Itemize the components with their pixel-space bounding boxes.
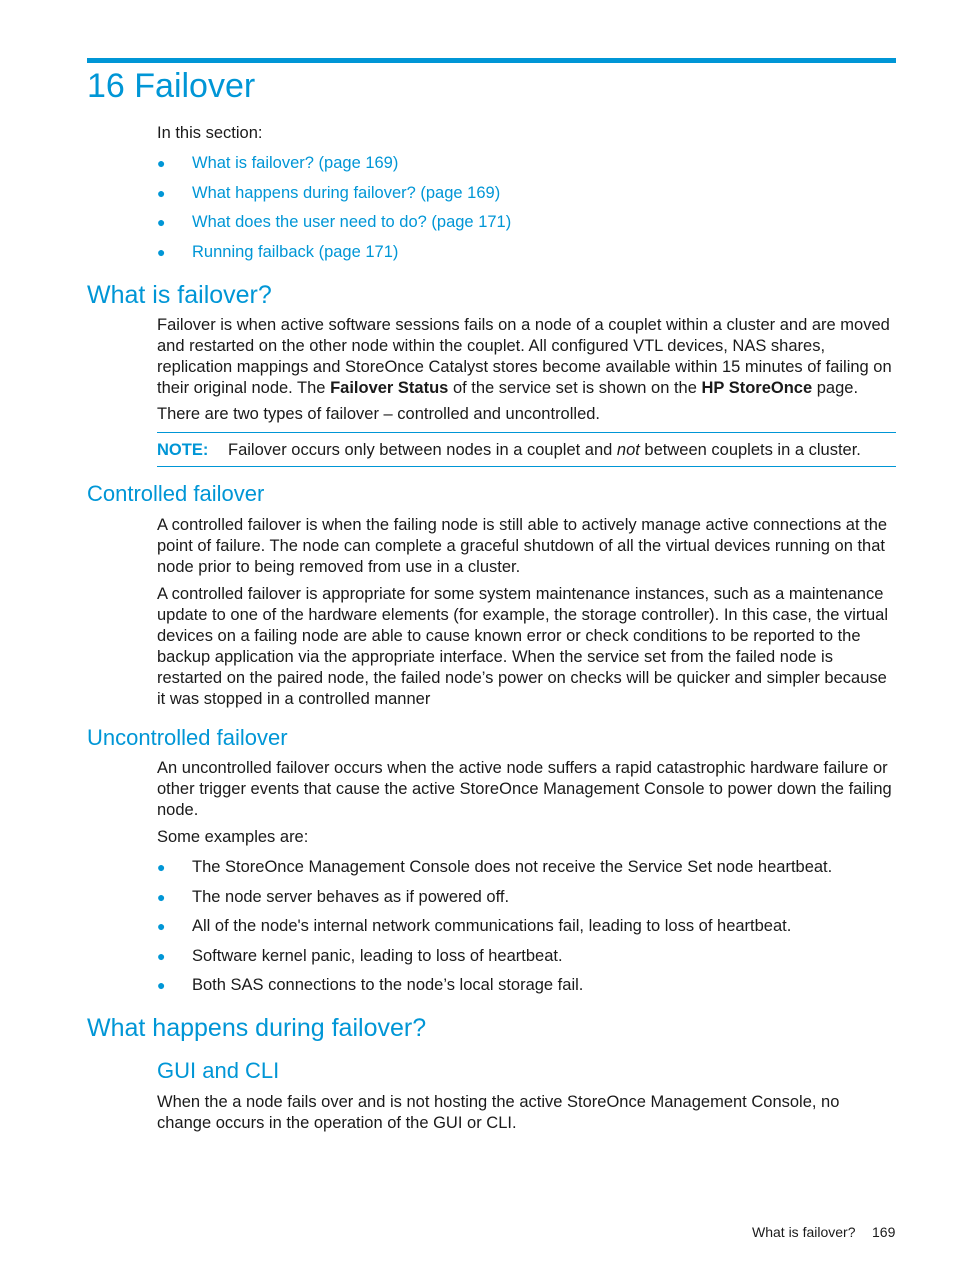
note-top-rule xyxy=(157,432,896,433)
failover-status-term: Failover Status xyxy=(330,379,449,397)
bullet-icon: ● xyxy=(157,859,166,875)
section-heading-uncontrolled-failover: Uncontrolled failover xyxy=(87,725,288,750)
note-text: Failover occurs only between nodes in a couplet and not between couplets in a cluster. xyxy=(228,441,861,459)
list-item: ● Software kernel panic, leading to loss of heartbeat. xyxy=(157,946,563,965)
list-item: ● All of the node's internal network communications fail, leading to loss of heartbeat. xyxy=(157,917,792,935)
controlled-paragraph-1: A controlled failover is when the failing node is still able to actively manage active connections at the point of failure. The node can complete a graceful shutdown of all the virtual devices running on that node prior to being removed from use in a cluster. xyxy=(157,516,888,576)
hp-storeonce-term: HP StoreOnce xyxy=(701,379,813,397)
footer-section-title: What is failover? xyxy=(752,1224,856,1240)
chapter-top-rule xyxy=(87,58,896,63)
subsection-heading-gui-cli: GUI and CLI xyxy=(157,1058,280,1083)
bullet-icon: ● xyxy=(157,243,166,260)
bullet-icon: ● xyxy=(157,155,166,171)
intro-lead: In this section: xyxy=(157,124,263,142)
bullet-icon: ● xyxy=(157,918,166,934)
list-item xyxy=(157,212,897,233)
note-bottom-rule xyxy=(157,466,896,467)
controlled-paragraph-2: A controlled failover is appropriate for some system maintenance instances, such as a maintenance update to one of the hardware elements (for example, the storage controller). In this case, the virtual devices on a failing node are able to cause known error or check conditions to be reported to the backup application via the appropriate interface. When the service set from the failed node is restarted on the paired node, the failed node’s power on checks will be quicker and simpler because it was stopped in a controlled manner xyxy=(157,585,888,708)
toc-link-what-happens[interactable]: What happens during failover? (page 169) xyxy=(192,183,501,202)
section-heading-controlled-failover: Controlled failover xyxy=(87,481,265,506)
section-heading-what-happens: What happens during failover? xyxy=(87,1014,427,1042)
note-label: NOTE: xyxy=(157,441,209,459)
list-item xyxy=(157,183,897,204)
list-item: ● The StoreOnce Management Console does not receive the Service Set node heartbeat. xyxy=(157,858,833,876)
toc-link-what-is-failover[interactable]: What is failover? (page 169) xyxy=(192,154,399,172)
bullet-icon: ● xyxy=(157,947,166,964)
uncontrolled-paragraph-1: An uncontrolled failover occurs when the active node suffers a rapid catastrophic hardware failure or other trigger events that cause the active StoreOnce Management Console to power down the failing node. xyxy=(157,759,892,819)
intro-link-list xyxy=(157,153,897,263)
what-is-paragraph-1: Failover is when active software sessions fails on a node of a couplet within a cluster and are moved and restarted on the other node within the couplet. All configured VTL devices, NAS shares, replication mappings and StoreOnce Catalyst stores become available within 15 minutes of failing on their original node. The Failover Status of the service set is shown on the HP StoreOnce page. xyxy=(157,316,892,397)
uncontrolled-paragraph-2: Some examples are: xyxy=(157,828,309,846)
list-item: ● The node server behaves as if powered off. xyxy=(157,887,510,906)
gui-cli-paragraph: When the a node fails over and is not hosting the active StoreOnce Management Console, no change occurs in the operation of the GUI or CLI. xyxy=(157,1093,840,1132)
bullet-icon: ● xyxy=(157,888,166,905)
uncontrolled-examples-list xyxy=(157,857,897,996)
toc-link-user-need[interactable]: What does the user need to do? (page 171) xyxy=(192,213,512,231)
chapter-title: 16 Failover xyxy=(87,67,256,105)
footer-page-number: 169 xyxy=(872,1224,896,1240)
section-heading-what-is-failover: What is failover? xyxy=(87,281,272,309)
list-item xyxy=(157,153,897,174)
bullet-icon: ● xyxy=(157,214,166,230)
toc-link-failback[interactable]: Running failback (page 171) xyxy=(192,242,399,261)
list-item: ● Both SAS connections to the node’s local storage fail. xyxy=(157,976,584,994)
what-is-paragraph-2: There are two types of failover – controlled and uncontrolled. xyxy=(157,405,601,423)
list-item xyxy=(157,242,897,263)
bullet-icon: ● xyxy=(157,184,166,201)
bullet-icon: ● xyxy=(157,977,166,993)
